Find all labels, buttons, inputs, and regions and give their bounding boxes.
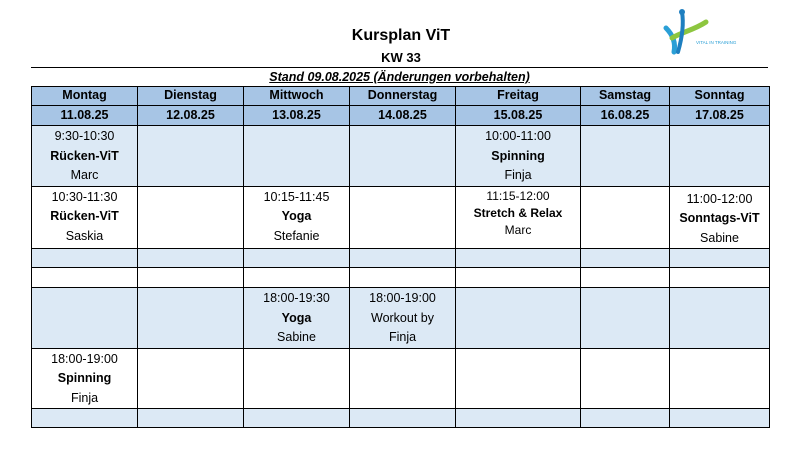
course-trainer: Marc <box>70 168 99 182</box>
empty-cell <box>138 186 244 249</box>
empty-cell <box>581 186 670 249</box>
course-name: Spinning <box>57 371 112 385</box>
table-row <box>32 186 770 249</box>
date-header: 15.08.25 <box>456 106 581 126</box>
day-header: Freitag <box>456 87 581 106</box>
course-time: 11:00-12:00 <box>686 191 753 206</box>
empty-cell <box>244 126 350 187</box>
empty-cell <box>456 348 581 409</box>
course-time: 10:00-11:00 <box>485 129 551 143</box>
course-cell <box>32 126 138 187</box>
table-row <box>32 348 770 409</box>
empty-cell <box>138 288 244 349</box>
course-name: Stretch & Relax <box>473 205 563 220</box>
empty-cell <box>581 126 670 187</box>
course-cell <box>350 288 456 349</box>
course-time: 10:15-11:45 <box>263 189 330 204</box>
course-trainer: Finja <box>70 390 99 405</box>
empty-cell <box>138 126 244 187</box>
date-header: 12.08.25 <box>138 106 244 126</box>
date-header: 11.08.25 <box>32 106 138 126</box>
course-time: 9:30-10:30 <box>54 129 115 143</box>
stand-notice: Stand 09.08.2025 (Änderungen vorbehalten) <box>269 70 530 84</box>
schedule-table <box>31 86 770 428</box>
page-title: Kursplan ViT <box>351 27 451 44</box>
course-trainer: Marc <box>504 222 532 237</box>
empty-cell <box>350 348 456 409</box>
course-cell <box>456 186 581 249</box>
course-cell <box>32 348 138 409</box>
course-name: Yoga <box>281 209 312 223</box>
empty-cell <box>350 126 456 187</box>
empty-cell <box>670 288 770 349</box>
table-row <box>32 126 770 187</box>
course-trainer: Finja <box>504 168 532 182</box>
empty-cell <box>350 186 456 249</box>
table-row <box>32 268 770 288</box>
course-time: 18:00-19:00 <box>369 291 436 305</box>
course-cell <box>670 186 770 249</box>
day-header: Samstag <box>581 87 670 106</box>
empty-cell <box>581 288 670 349</box>
course-cell <box>244 288 350 349</box>
date-header-row <box>32 106 770 126</box>
day-header: Montag <box>32 87 138 106</box>
course-time: 10:30-11:30 <box>51 189 118 204</box>
day-header: Donnerstag <box>350 87 456 106</box>
empty-cell <box>581 348 670 409</box>
table-row <box>32 409 770 428</box>
day-header-row <box>32 87 770 106</box>
vit-logo-icon <box>660 8 737 56</box>
course-time: 18:00-19:30 <box>263 291 330 305</box>
course-trainer: Sabine <box>700 230 739 245</box>
course-trainer: Sabine <box>277 330 316 344</box>
course-name: Workout by <box>371 310 434 325</box>
empty-cell <box>670 348 770 409</box>
empty-cell <box>670 126 770 187</box>
date-header: 14.08.25 <box>350 106 456 126</box>
date-header: 16.08.25 <box>581 106 670 126</box>
empty-cell <box>456 288 581 349</box>
date-header: 13.08.25 <box>244 106 350 126</box>
table-row <box>32 249 770 268</box>
date-header: 17.08.25 <box>670 106 770 126</box>
header-divider <box>31 67 768 68</box>
course-time: 18:00-19:00 <box>51 351 118 366</box>
empty-cell <box>138 348 244 409</box>
course-cell <box>32 186 138 249</box>
table-row <box>32 288 770 349</box>
course-trainer: Saskia <box>65 228 104 243</box>
course-cell <box>456 126 581 187</box>
course-name: Rücken-ViT <box>50 209 119 223</box>
course-name: Spinning <box>491 148 545 163</box>
course-name: Sonntags-ViT <box>679 211 760 225</box>
empty-cell <box>32 288 138 349</box>
day-header: Sonntag <box>670 87 770 106</box>
day-header: Mittwoch <box>244 87 350 106</box>
course-trainer: Stefanie <box>273 228 320 243</box>
course-trainer: Finja <box>388 330 417 344</box>
week-label: KW 33 <box>381 50 421 65</box>
day-header: Dienstag <box>138 87 244 106</box>
empty-cell <box>244 348 350 409</box>
course-time: 11:15-12:00 <box>486 188 550 203</box>
course-name: Yoga <box>281 310 312 325</box>
logo-text: VITAL IN TRAINING <box>696 40 737 45</box>
course-name: Rücken-ViT <box>50 148 119 163</box>
course-cell <box>244 186 350 249</box>
